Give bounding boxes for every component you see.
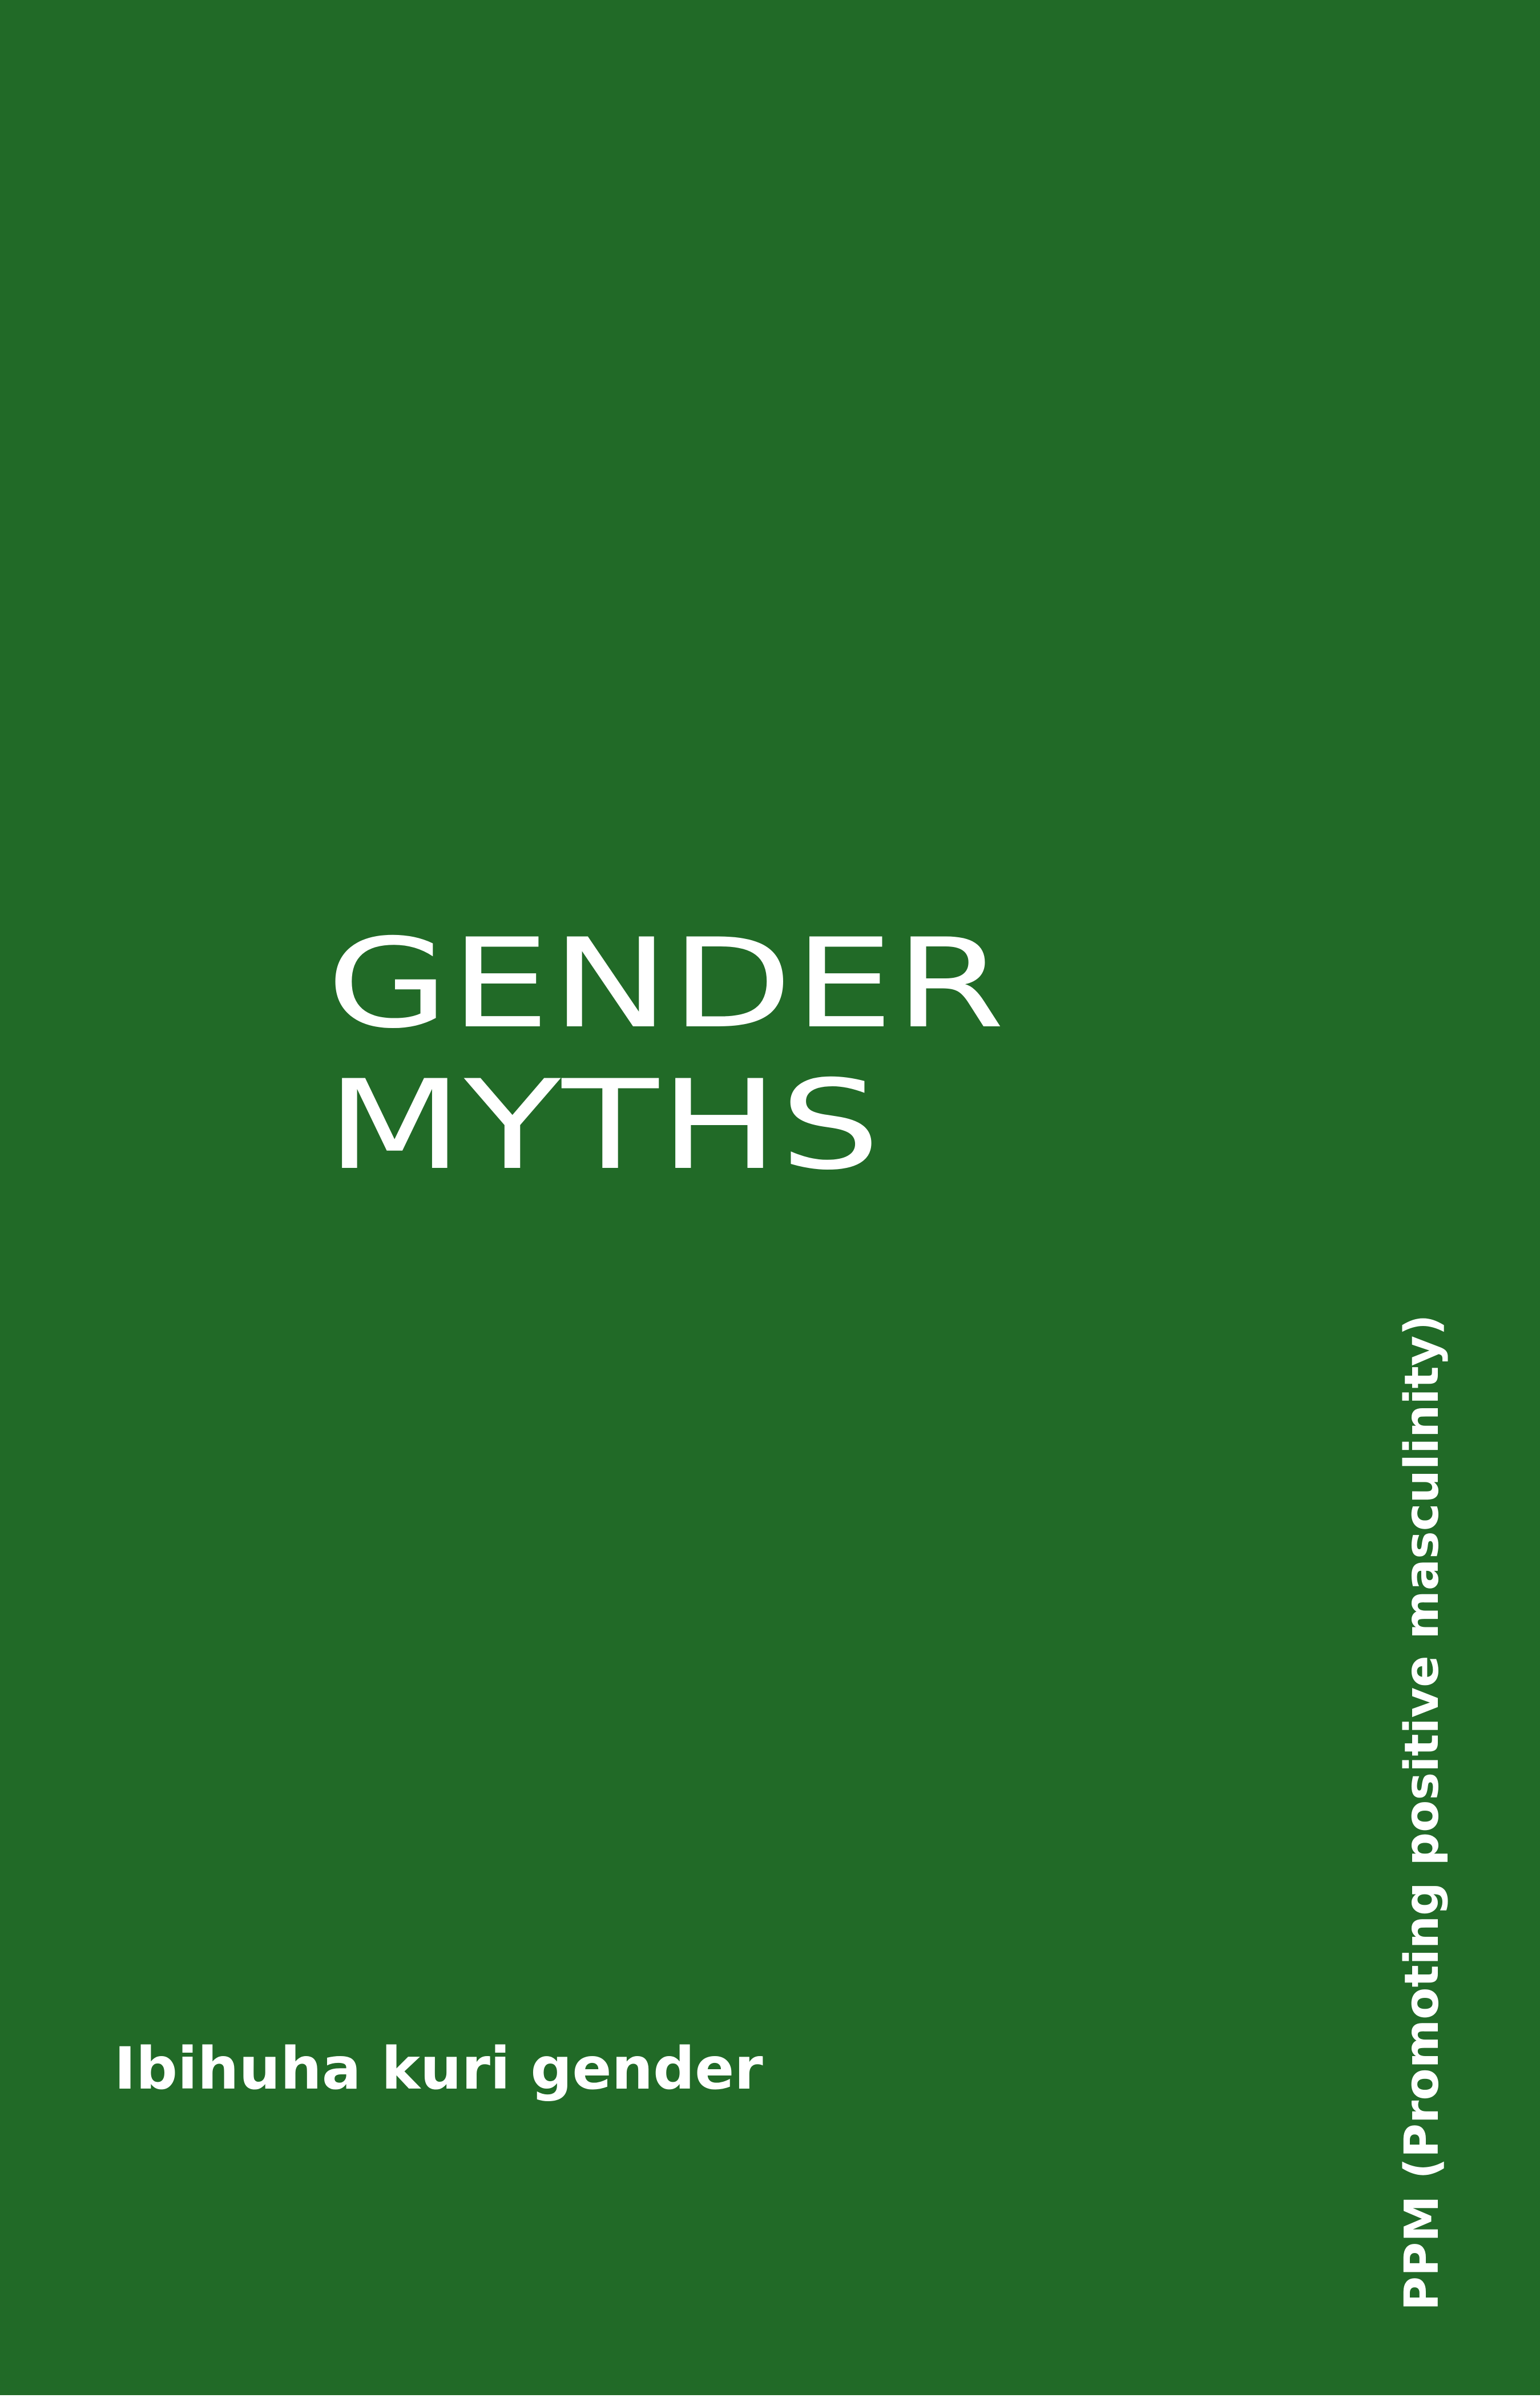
title-line-gender: GENDER (326, 912, 1006, 1055)
cover-subtitle: Ibihuha kuri gender (114, 2035, 763, 2103)
title-line-myths: MYTHS (326, 1054, 882, 1197)
cover-title (326, 913, 1006, 1196)
vertical-organization-text: PPM (Promoting positive masculinity) (1395, 1314, 1449, 2311)
